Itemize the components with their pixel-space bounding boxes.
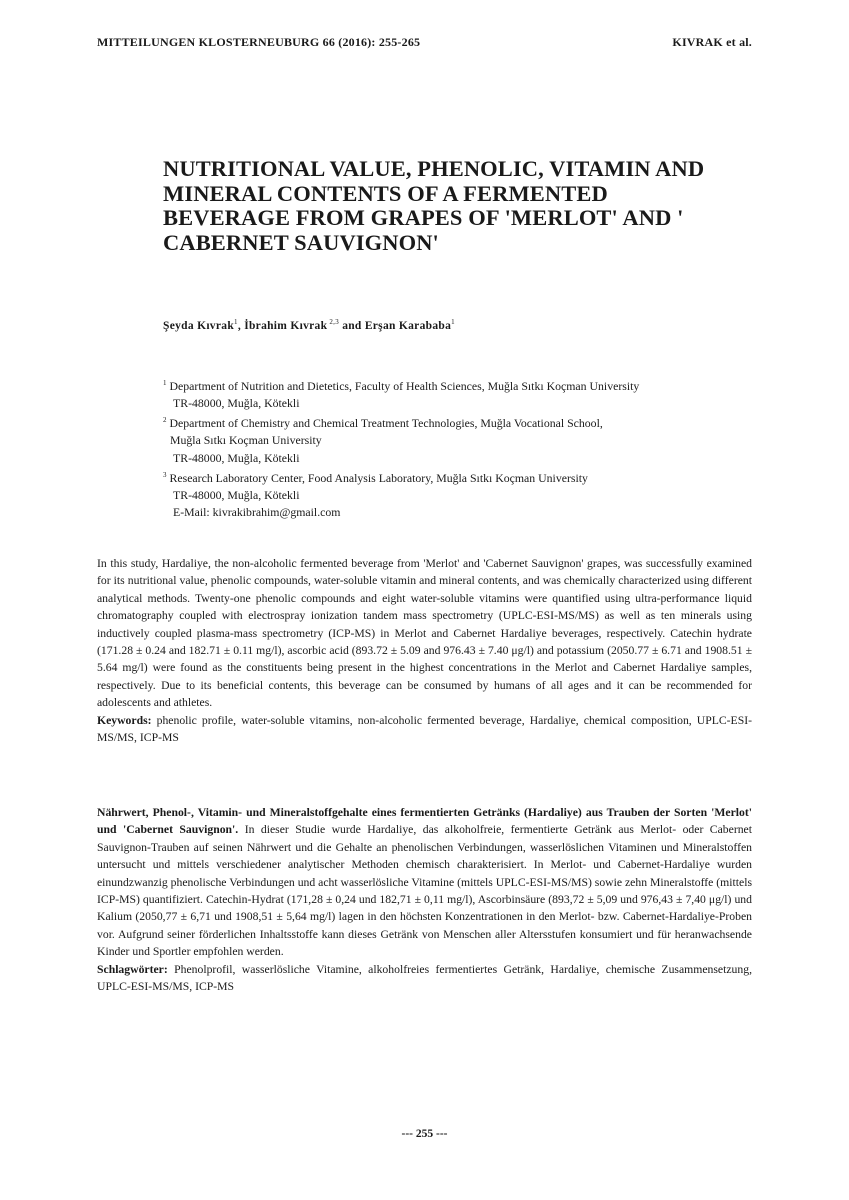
german-abstract-body — [97, 804, 752, 961]
author-affiliation-mark: 2,3 — [327, 318, 340, 326]
german-keywords-text: Phenolprofil, wasserlösliche Vitamine, alkoholfreies fermentiertes Getränk, Hardaliye, chemische Zusammensetzung, UPLC-ESI-MS/MS, ICP-MS — [97, 962, 752, 994]
affiliation-mark: 3 — [163, 470, 167, 479]
affiliation-text: Department of Nutrition and Dietetics, Faculty of Health Sciences, Muğla Sıtkı Koçman University — [169, 378, 640, 393]
affiliation-text: Research Laboratory Center, Food Analysis Laboratory, Muğla Sıtkı Koçman University — [169, 470, 588, 485]
affiliation-line: TR-48000, Muğla, Kötekli — [173, 450, 300, 465]
affiliation-line: Muğla Sıtkı Koçman University — [170, 433, 322, 448]
affiliation-line: TR-48000, Muğla, Kötekli — [173, 396, 300, 411]
german-keywords — [97, 961, 752, 996]
affiliation-line — [163, 412, 763, 432]
german-abstract-text: In dieser Studie wurde Hardaliye, das alkoholfreie, fermentierte Getränk aus Merlot- oder Cabernet Sauvignon-Trauben auf seinen Nährwert und die Gehalte an phenolischen Verbindungen, wasserlöslichen Vitaminen und Mineralstoffen untersucht und mittels verschiedener analytischer Methoden chemisch charakterisiert. In Merlot- und Cabernet-Hardaliye wurden einundzwanzig phenolische Verbindungen und acht wasserlösliche Vitamine (mittels UPLC-ESI-MS/MS) sowie zehn Mineralstoffe (mittels ICP-MS) quantifiziert. Catechin-Hydrat (171,28 ± 0,24 und 182,71 ± 0,11 mg/l), Ascorbinsäure (893,72 ± 5,09 und 976,43 ± 7,40 μg/l) und Kalium (2050,77 ± 6,71 und 1908,51 ± 5,64 mg/l) lagen in den höchsten Konzentrationen in den Merlot- bzw. Cabernet-Hardaliye-Proben vor. Aufgrund seiner förderlichen Inhaltsstoffe kann dieses Getränk von Menschen aller Altersstufen konsumiert und für heranwachsende Kinder und Sportler empfohlen werden. — [97, 823, 752, 959]
title-line: CABERNET SAUVIGNON' — [163, 229, 439, 255]
title-line: NUTRITIONAL VALUE, PHENOLIC, VITAMIN AND — [163, 156, 705, 181]
affiliation-line — [163, 467, 763, 487]
affiliations — [163, 375, 763, 521]
running-header — [97, 35, 752, 50]
title-line: MINERAL CONTENTS OF A FERMENTED — [163, 180, 608, 206]
keywords-text: phenolic profile, water-soluble vitamins, non-alcoholic fermented beverage, Hardaliye, chemical composition, UPLC-ESI-MS/MS, ICP-MS — [97, 713, 752, 745]
paper-title — [163, 157, 773, 255]
author-name: Şeyda Kıvrak — [163, 319, 235, 332]
abstract-german — [97, 804, 752, 995]
affiliation-mark: 1 — [163, 379, 167, 387]
german-title: Nährwert, Phenol-, Vitamin- und Mineralstoffgehalte eines fermentierten Getränks (Hardaliye) aus Trauben der Sorten 'Merlot' und 'Cabernet Sauvignon'. — [97, 806, 752, 837]
author-affiliation-mark: 1 — [451, 318, 455, 326]
contact-email: E-Mail: kivrakibrahim@gmail.com — [173, 505, 341, 520]
author-separator: , — [237, 319, 245, 332]
page-number: --- 255 --- — [401, 1128, 448, 1140]
running-authors: KIVRAK et al. — [672, 35, 752, 49]
abstract-english — [97, 555, 752, 746]
abstract-text: In this study, Hardaliye, the non-alcoholic fermented beverage from 'Merlot' and 'Cabernet Sauvignon' grapes, was successfully examined for its nutritional value, phenolic compounds, water-soluble vitamin and mineral contents, and was chemically characterized using different analytical methods. Twenty-one phenolic compounds and eight water-soluble vitamins were quantified using ultra-performance liquid chromatography coupled with electrospray ionization tandem mass spectrometry (UPLC-ESI-MS/MS) as well as ten minerals using inductively coupled plasma-mass spectrometry (ICP-MS) in Merlot and Cabernet Hardaliye beverages, respectively. Catechin hydrate (171.28 ± 0.24 and 182.71 ± 0.11 mg/l), ascorbic acid (893.72 ± 5.09 and 976.43 ± 7.40 μg/l) and potassium (2050.77 ± 6.71 and 1908.51 ± 5.64 mg/l) were found as the constituents being present in the highest concentrations in the Merlot and Cabernet Hardaliye samples, respectively. Due to its beneficial contents, this beverage can be consumed by humans of all ages and it can be recommended for adolescents and athletes. — [97, 557, 752, 710]
author-name: İbrahim Kıvrak — [244, 319, 328, 332]
keywords-label: Keywords: — [97, 713, 152, 727]
affiliation-line — [163, 375, 763, 395]
affiliation-text: Department of Chemistry and Chemical Treatment Technologies, Muğla Vocational School, — [169, 416, 603, 431]
affiliation-line: TR-48000, Muğla, Kötekli — [173, 487, 300, 502]
author-separator: and — [339, 319, 365, 332]
affiliation-mark: 2 — [163, 416, 167, 425]
journal-citation: MITTEILUNGEN KLOSTERNEUBURG 66 (2016): 255-265 — [97, 35, 421, 49]
title-line: BEVERAGE FROM GRAPES OF 'MERLOT' AND ' — [163, 205, 684, 230]
author-affiliation-mark: 1 — [234, 318, 238, 326]
author-name: Erşan Karababa — [364, 319, 452, 332]
keywords — [97, 712, 752, 747]
german-keywords-label: Schlagwörter: — [97, 962, 168, 976]
author-list — [163, 318, 455, 332]
